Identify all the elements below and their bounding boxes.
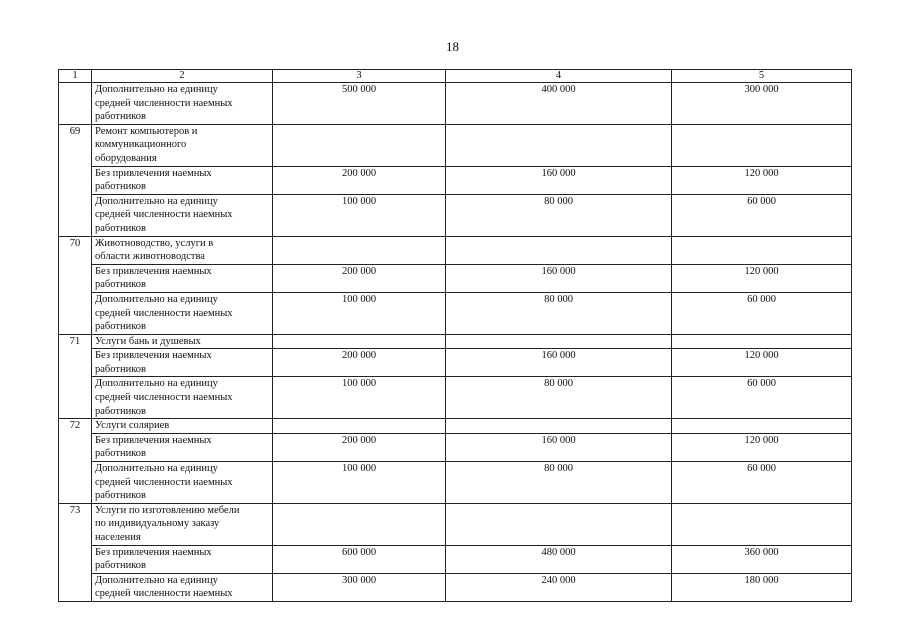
cell-text-line: работников xyxy=(95,405,146,417)
value-cell-v3: 200 000 xyxy=(273,433,446,461)
cell-text-line: работников xyxy=(95,448,146,460)
value-cell-v5: 120 000 xyxy=(672,264,852,292)
value-cell-v3: 100 000 xyxy=(273,292,446,334)
cell-text-line: средней численности наемных xyxy=(95,97,233,109)
cell-text-line: работников xyxy=(95,363,146,375)
group-title-cell xyxy=(92,334,273,349)
value-cell-v5: 360 000 xyxy=(672,545,852,573)
empty-cell xyxy=(273,419,446,434)
empty-cell xyxy=(273,503,446,545)
item-number-cell: 73 xyxy=(59,503,92,601)
page-number: 18 xyxy=(446,39,459,54)
row-description-cell xyxy=(92,433,273,461)
value-cell-v4: 400 000 xyxy=(446,83,672,125)
value-cell-v3: 200 000 xyxy=(273,166,446,194)
empty-cell xyxy=(672,334,852,349)
cell-text-line: Дополнительно на единицу xyxy=(95,463,218,475)
cell-text-line: Животноводство, услуги в xyxy=(95,237,214,249)
table-row xyxy=(59,194,852,236)
cell-text-line: средней численности наемных xyxy=(95,588,233,600)
item-number-cell: 69 xyxy=(59,124,92,236)
table-row xyxy=(59,462,852,504)
value-cell-v5: 120 000 xyxy=(672,166,852,194)
table-row xyxy=(59,292,852,334)
table-row xyxy=(59,433,852,461)
cell-text-line: Без привлечения наемных xyxy=(95,350,212,362)
cell-text-line: работников xyxy=(95,321,146,333)
empty-cell xyxy=(446,124,672,166)
value-cell-v5: 60 000 xyxy=(672,377,852,419)
value-cell-v5: 60 000 xyxy=(672,462,852,504)
empty-cell xyxy=(672,124,852,166)
cell-text-line: средней численности наемных xyxy=(95,209,233,221)
value-cell-v3: 100 000 xyxy=(273,462,446,504)
table-header-row xyxy=(59,70,852,83)
cell-text-line: работников xyxy=(95,222,146,234)
cell-text-line: работников xyxy=(95,181,146,193)
value-cell-v4: 160 000 xyxy=(446,264,672,292)
item-number-cell xyxy=(59,83,92,125)
table-row xyxy=(59,349,852,377)
item-number-cell: 70 xyxy=(59,236,92,334)
row-description-cell xyxy=(92,166,273,194)
header-cell: 1 xyxy=(59,70,92,83)
cell-text-line: средней численности наемных xyxy=(95,307,233,319)
value-cell-v4: 80 000 xyxy=(446,194,672,236)
row-description-cell xyxy=(92,573,273,601)
row-description-cell xyxy=(92,83,273,125)
empty-cell xyxy=(672,419,852,434)
group-title-row xyxy=(59,124,852,166)
header-cell: 5 xyxy=(672,70,852,83)
value-cell-v3: 100 000 xyxy=(273,194,446,236)
tariff-table xyxy=(58,69,852,602)
group-title-cell xyxy=(92,236,273,264)
value-cell-v4: 240 000 xyxy=(446,573,672,601)
cell-text-line: Без привлечения наемных xyxy=(95,546,212,558)
value-cell-v4: 480 000 xyxy=(446,545,672,573)
cell-text-line: работников xyxy=(95,560,146,572)
table-row xyxy=(59,264,852,292)
cell-text-line: населения xyxy=(95,532,141,543)
row-description-cell xyxy=(92,377,273,419)
group-title-cell xyxy=(92,419,273,434)
value-cell-v3: 200 000 xyxy=(273,349,446,377)
cell-text-line: Дополнительно на единицу xyxy=(95,84,218,95)
empty-cell xyxy=(446,503,672,545)
value-cell-v4: 160 000 xyxy=(446,349,672,377)
cell-text-line: работников xyxy=(95,490,146,502)
group-title-row xyxy=(59,236,852,264)
cell-text-line: Без привлечения наемных xyxy=(95,434,212,446)
table-row xyxy=(59,83,852,125)
value-cell-v4: 80 000 xyxy=(446,462,672,504)
table-row xyxy=(59,377,852,419)
cell-text-line: работников xyxy=(95,111,146,123)
empty-cell xyxy=(273,124,446,166)
cell-text-line: Дополнительно на единицу xyxy=(95,195,218,207)
value-cell-v3: 200 000 xyxy=(273,264,446,292)
header-cell: 4 xyxy=(446,70,672,83)
cell-text-line: Услуги по изготовлению мебели xyxy=(95,504,240,516)
value-cell-v3: 500 000 xyxy=(273,83,446,125)
table-body xyxy=(59,70,852,602)
value-cell-v3: 600 000 xyxy=(273,545,446,573)
value-cell-v4: 160 000 xyxy=(446,433,672,461)
cell-text-line: области животноводства xyxy=(95,251,205,263)
cell-text-line: средней численности наемных xyxy=(95,392,233,404)
group-title-cell xyxy=(92,124,273,166)
cell-text-line: Без привлечения наемных xyxy=(95,265,212,277)
empty-cell xyxy=(273,236,446,264)
row-description-cell xyxy=(92,292,273,334)
row-description-cell xyxy=(92,545,273,573)
cell-text-line: работников xyxy=(95,279,146,291)
empty-cell xyxy=(446,334,672,349)
empty-cell xyxy=(672,503,852,545)
group-title-row xyxy=(59,419,852,434)
value-cell-v5: 300 000 xyxy=(672,83,852,125)
cell-text-line: Дополнительно на единицу xyxy=(95,574,218,586)
row-description-cell xyxy=(92,462,273,504)
cell-text-line: оборудования xyxy=(95,152,157,164)
value-cell-v5: 120 000 xyxy=(672,349,852,377)
value-cell-v3: 300 000 xyxy=(273,573,446,601)
value-cell-v4: 160 000 xyxy=(446,166,672,194)
value-cell-v4: 80 000 xyxy=(446,377,672,419)
cell-text-line: коммуникационного xyxy=(95,139,187,151)
cell-text-line: Услуги соляриев xyxy=(95,420,170,432)
row-description-cell xyxy=(92,264,273,292)
value-cell-v4: 80 000 xyxy=(446,292,672,334)
row-description-cell xyxy=(92,349,273,377)
cell-text-line: Дополнительно на единицу xyxy=(95,378,218,390)
cell-text-line: Ремонт компьютеров и xyxy=(95,125,198,137)
group-title-row xyxy=(59,503,852,545)
empty-cell xyxy=(446,419,672,434)
header-cell: 3 xyxy=(273,70,446,83)
cell-text-line: Услуги бань и душевых xyxy=(95,335,201,347)
value-cell-v5: 180 000 xyxy=(672,573,852,601)
group-title-row xyxy=(59,334,852,349)
item-number-cell: 72 xyxy=(59,419,92,504)
cell-text-line: Без привлечения наемных xyxy=(95,167,212,179)
empty-cell xyxy=(446,236,672,264)
value-cell-v5: 60 000 xyxy=(672,194,852,236)
table-row xyxy=(59,545,852,573)
table-row xyxy=(59,166,852,194)
cell-text-line: по индивидуальному заказу xyxy=(95,518,220,530)
cell-text-line: Дополнительно на единицу xyxy=(95,293,218,305)
group-title-cell xyxy=(92,503,273,545)
value-cell-v5: 60 000 xyxy=(672,292,852,334)
empty-cell xyxy=(273,334,446,349)
item-number-cell: 71 xyxy=(59,334,92,419)
empty-cell xyxy=(672,236,852,264)
header-cell: 2 xyxy=(92,70,273,83)
row-description-cell xyxy=(92,194,273,236)
table-row xyxy=(59,573,852,601)
cell-text-line: средней численности наемных xyxy=(95,476,233,488)
value-cell-v5: 120 000 xyxy=(672,433,852,461)
value-cell-v3: 100 000 xyxy=(273,377,446,419)
